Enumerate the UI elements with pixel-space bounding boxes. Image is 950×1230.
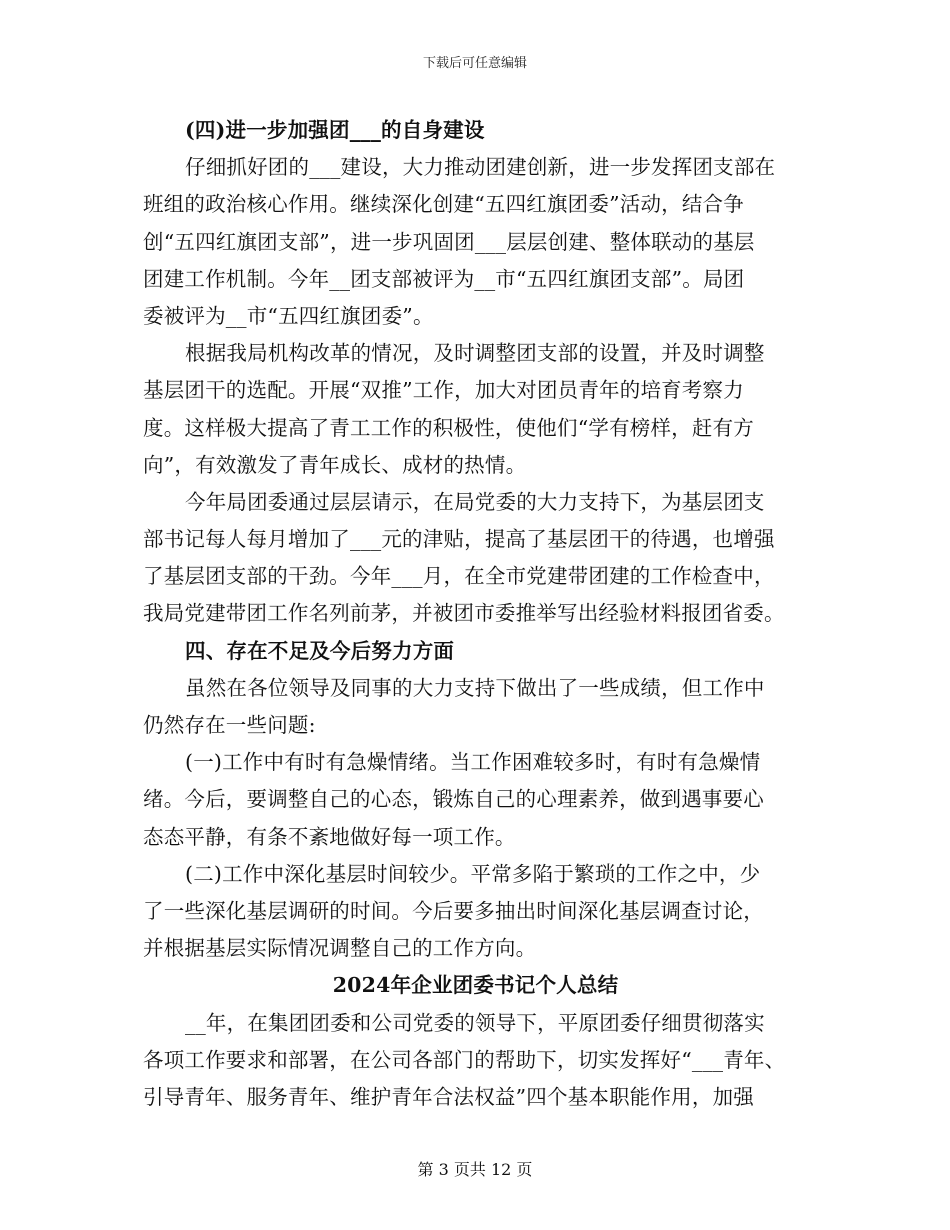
paragraph-line: 基层团干的选配。开展“双推”工作，加大对团员青年的培育考察力	[143, 378, 744, 403]
page-header: 下载后可任意编辑	[422, 56, 527, 71]
paragraph-line: __年，在集团团委和公司党委的领导下，平原团委仔细贯彻落实	[185, 1010, 765, 1035]
paragraph-line: 各项工作要求和部署，在公司各部门的帮助下，切实发挥好“___青年、	[143, 1047, 786, 1072]
paragraph-line: 今年局团委通过层层请示，在局党委的大力支持下，为基层团支	[185, 489, 765, 514]
paragraph-line: 引导青年、服务青年、维护青年合法权益”四个基本职能作用，加强	[143, 1084, 754, 1109]
paragraph-line: 了基层团支部的干劲。今年___月，在全市党建带团建的工作检查中，	[143, 564, 775, 589]
paragraph-line: 并根据基层实际情况调整自己的工作方向。	[143, 936, 537, 961]
paragraph-line: 向”，有效激发了青年成长、成材的热情。	[143, 452, 527, 477]
section-heading-4: (四)进一步加强团___的自身建设	[185, 118, 485, 142]
section-heading-four: 四、存在不足及今后努力方面	[185, 638, 455, 663]
paragraph-line: 虽然在各位领导及同事的大力支持下做出了一些成绩，但工作中	[185, 675, 765, 700]
paragraph-line: 创“五四红旗团支部”，进一步巩固团___层层创建、整体联动的基层	[143, 229, 755, 254]
paragraph-line: 绪。今后，要调整自己的心态，锻炼自己的心理素养，做到遇事要心	[143, 787, 764, 812]
document-body	[143, 112, 808, 1116]
paragraph-line: 了一些深化基层调研的时间。今后要多抽出时间深化基层调查讨论，	[143, 898, 764, 923]
paragraph-line: 仍然存在一些问题:	[143, 713, 316, 737]
page-number: 第 3 页共 12 页	[417, 1160, 533, 1179]
paragraph-line: (一)工作中有时有急燥情绪。当工作困难较多时，有时有急燥情	[185, 750, 761, 775]
paragraph-line: 根据我局机构改革的情况，及时调整团支部的设置，并及时调整	[185, 341, 765, 366]
paragraph-line: 委被评为__市“五四红旗团委”。	[143, 303, 434, 328]
paragraph-line: 态态平静，有条不紊地做好每一项工作。	[143, 824, 516, 849]
paragraph-line: 我局党建带团工作名列前茅，并被团市委推举写出经验材料报团省委。	[143, 601, 785, 626]
paragraph-line: 仔细抓好团的___建设，大力推动团建创新，进一步发挥团支部在	[185, 155, 776, 180]
document-title: 2024年企业团委书记个人总结	[332, 973, 619, 998]
paragraph-line: 部书记每人每月增加了___元的津贴，提高了基层团干的待遇，也增强	[143, 527, 775, 552]
paragraph-line: 班组的政治核心作用。继续深化创建“五四红旗团委”活动，结合争	[143, 192, 744, 217]
paragraph-line: 团建工作机制。今年__团支部被评为__市“五四红旗团支部”。局团	[143, 266, 745, 291]
paragraph-line: 度。这样极大提高了青工工作的积极性，使他们“学有榜样，赶有方	[143, 415, 754, 440]
paragraph-line: (二)工作中深化基层时间较少。平常多陷于繁琐的工作之中，少	[185, 861, 761, 886]
